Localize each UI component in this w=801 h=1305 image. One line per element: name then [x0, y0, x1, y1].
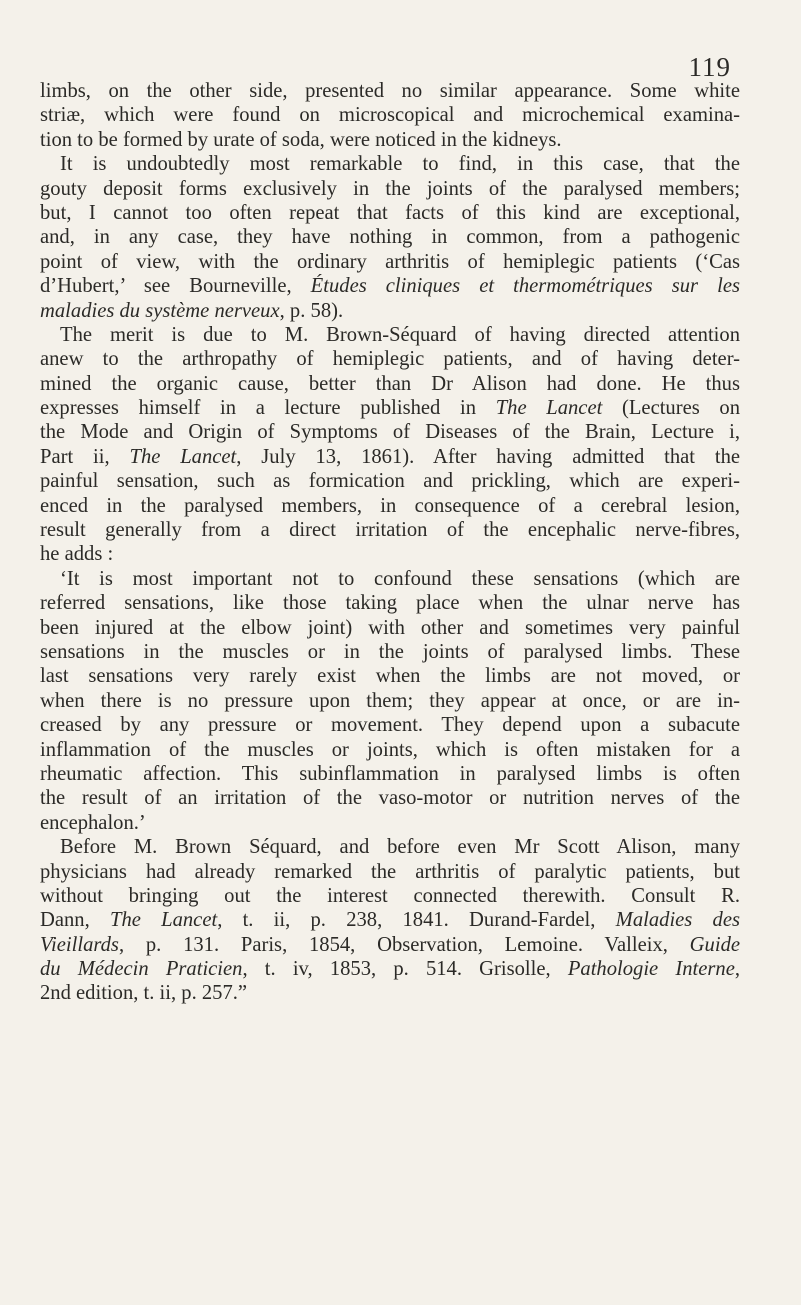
text-run: last sensations very rarely exist when the limbs are not moved, or [40, 665, 740, 688]
text-run: The merit is due to M. Brown-Séquard of having directed attention [60, 323, 740, 346]
text-line [40, 103, 740, 127]
text-line [40, 79, 740, 103]
text-run: Dann, [40, 909, 110, 932]
text-run: , p. 58). [279, 299, 344, 322]
text-run: striæ, which were found on microscopical and microchemical examina- [40, 104, 740, 127]
text-line [40, 274, 740, 298]
italic-text: The Lancet [110, 909, 218, 932]
text-run: result generally from a direct irritation of the encephalic nerve-fibres, [40, 519, 740, 542]
text-run: been injured at the elbow joint) with other and sometimes very painful [40, 616, 740, 639]
text-line [40, 957, 740, 981]
text-line [40, 713, 740, 737]
italic-text: Guide [689, 933, 740, 956]
text-line [40, 616, 740, 640]
text-line [40, 225, 740, 249]
text-line [40, 250, 740, 274]
italic-text: Maladies des [615, 909, 740, 932]
text-run: tion to be formed by urate of soda, were noticed in the kidneys. [40, 128, 562, 151]
text-run: physicians had already remarked the arthritis of paralytic patients, but [40, 860, 740, 883]
text-run: creased by any pressure or movement. They depend upon a subacute [40, 714, 740, 737]
text-run: , p. 131. Paris, 1854, Observation, Lemoine. Valleix, [118, 933, 690, 956]
text-line [40, 201, 740, 225]
text-line [40, 420, 740, 444]
text-line [40, 494, 740, 518]
text-run: when there is no pressure upon them; they appear at once, or are in- [40, 689, 740, 712]
text-line [40, 591, 740, 615]
text-run: and, in any case, they have nothing in common, from a pathogenic [40, 226, 740, 249]
text-line [40, 372, 740, 396]
text-run: d’Hubert,’ see Bourneville, [40, 275, 311, 298]
text-run: encephalon.’ [40, 811, 146, 834]
text-run: Part ii, [40, 445, 130, 468]
text-line [40, 981, 740, 1005]
text-run: sensations in the muscles or in the joints of paralysed limbs. These [40, 640, 740, 663]
text-line [40, 835, 740, 859]
text-line [40, 762, 740, 786]
text-run: anew to the arthropathy of hemiplegic patients, and of having deter- [40, 348, 740, 371]
text-run: Before M. Brown Séquard, and before even Mr Scott Alison, many [60, 836, 740, 859]
text-line [40, 640, 740, 664]
text-run: , July 13, 1861). After having admitted that the [236, 445, 740, 468]
text-run: , [734, 958, 740, 981]
text-run: , t. iv, 1853, p. 514. Grisolle, [242, 958, 568, 981]
text-line [40, 811, 740, 835]
text-line [40, 908, 740, 932]
text-run: limbs, on the other side, presented no similar appearance. Some white [40, 80, 740, 102]
text-run: expresses himself in a lecture published in [40, 397, 496, 420]
text-line [40, 323, 740, 347]
text-run: the Mode and Origin of Symptoms of Diseases of the Brain, Lecture i, [40, 421, 740, 444]
italic-text: The Lancet [129, 445, 237, 468]
text-line [40, 347, 740, 371]
text-line [40, 128, 740, 152]
text-run: he adds : [40, 543, 114, 566]
text-line [40, 689, 740, 713]
text-run: rheumatic affection. This subinflammation in paralysed limbs is often [40, 762, 740, 785]
body-text [40, 79, 740, 1006]
text-line [40, 542, 740, 566]
text-line [40, 738, 740, 762]
text-line [40, 933, 740, 957]
text-line [40, 299, 740, 323]
italic-text: Études cliniques et thermométriques sur les [310, 275, 740, 298]
italic-text: Vieillards [40, 933, 119, 956]
text-run: 2nd edition, t. ii, p. 257.” [40, 982, 248, 1005]
text-run: inflammation of the muscles or joints, which is often mistaken for a [40, 738, 740, 761]
text-run: but, I cannot too often repeat that facts of this kind are exceptional, [40, 201, 740, 224]
text-line [40, 177, 740, 201]
page-number: 119 [688, 52, 731, 82]
text-run: point of view, with the ordinary arthritis of hemiplegic patients (‘Cas [40, 250, 740, 273]
italic-text: du Médecin Praticien [40, 958, 243, 981]
text-run: the result of an irritation of the vaso-motor or nutrition nerves of the [40, 787, 740, 810]
text-line [40, 445, 740, 469]
italic-text: Pathologie Interne [567, 958, 735, 981]
text-line [40, 664, 740, 688]
text-run: referred sensations, like those taking place when the ulnar nerve has [40, 592, 740, 615]
text-run: without bringing out the interest connected therewith. Consult R. [40, 884, 740, 907]
text-run: (Lectures on [602, 397, 740, 420]
text-line [40, 152, 740, 176]
italic-text: maladies du système nerveux [40, 299, 280, 322]
text-line [40, 396, 740, 420]
text-run: ‘It is most important not to confound these sensations (which are [60, 567, 740, 590]
text-line [40, 860, 740, 884]
text-line [40, 786, 740, 810]
text-run: gouty deposit forms exclusively in the joints of the paralysed members; [40, 177, 740, 200]
text-line [40, 884, 740, 908]
text-line [40, 567, 740, 591]
text-run: enced in the paralysed members, in consequence of a cerebral lesion, [40, 494, 740, 517]
text-run: mined the organic cause, better than Dr Alison had done. He thus [40, 372, 740, 395]
text-line [40, 518, 740, 542]
text-line [40, 469, 740, 493]
text-run: painful sensation, such as formication and prickling, which are experi- [40, 470, 740, 493]
italic-text: The Lancet [495, 397, 603, 420]
text-run: , t. ii, p. 238, 1841. Durand-Fardel, [217, 909, 616, 932]
text-run: It is undoubtedly most remarkable to find, in this case, that the [60, 153, 740, 176]
